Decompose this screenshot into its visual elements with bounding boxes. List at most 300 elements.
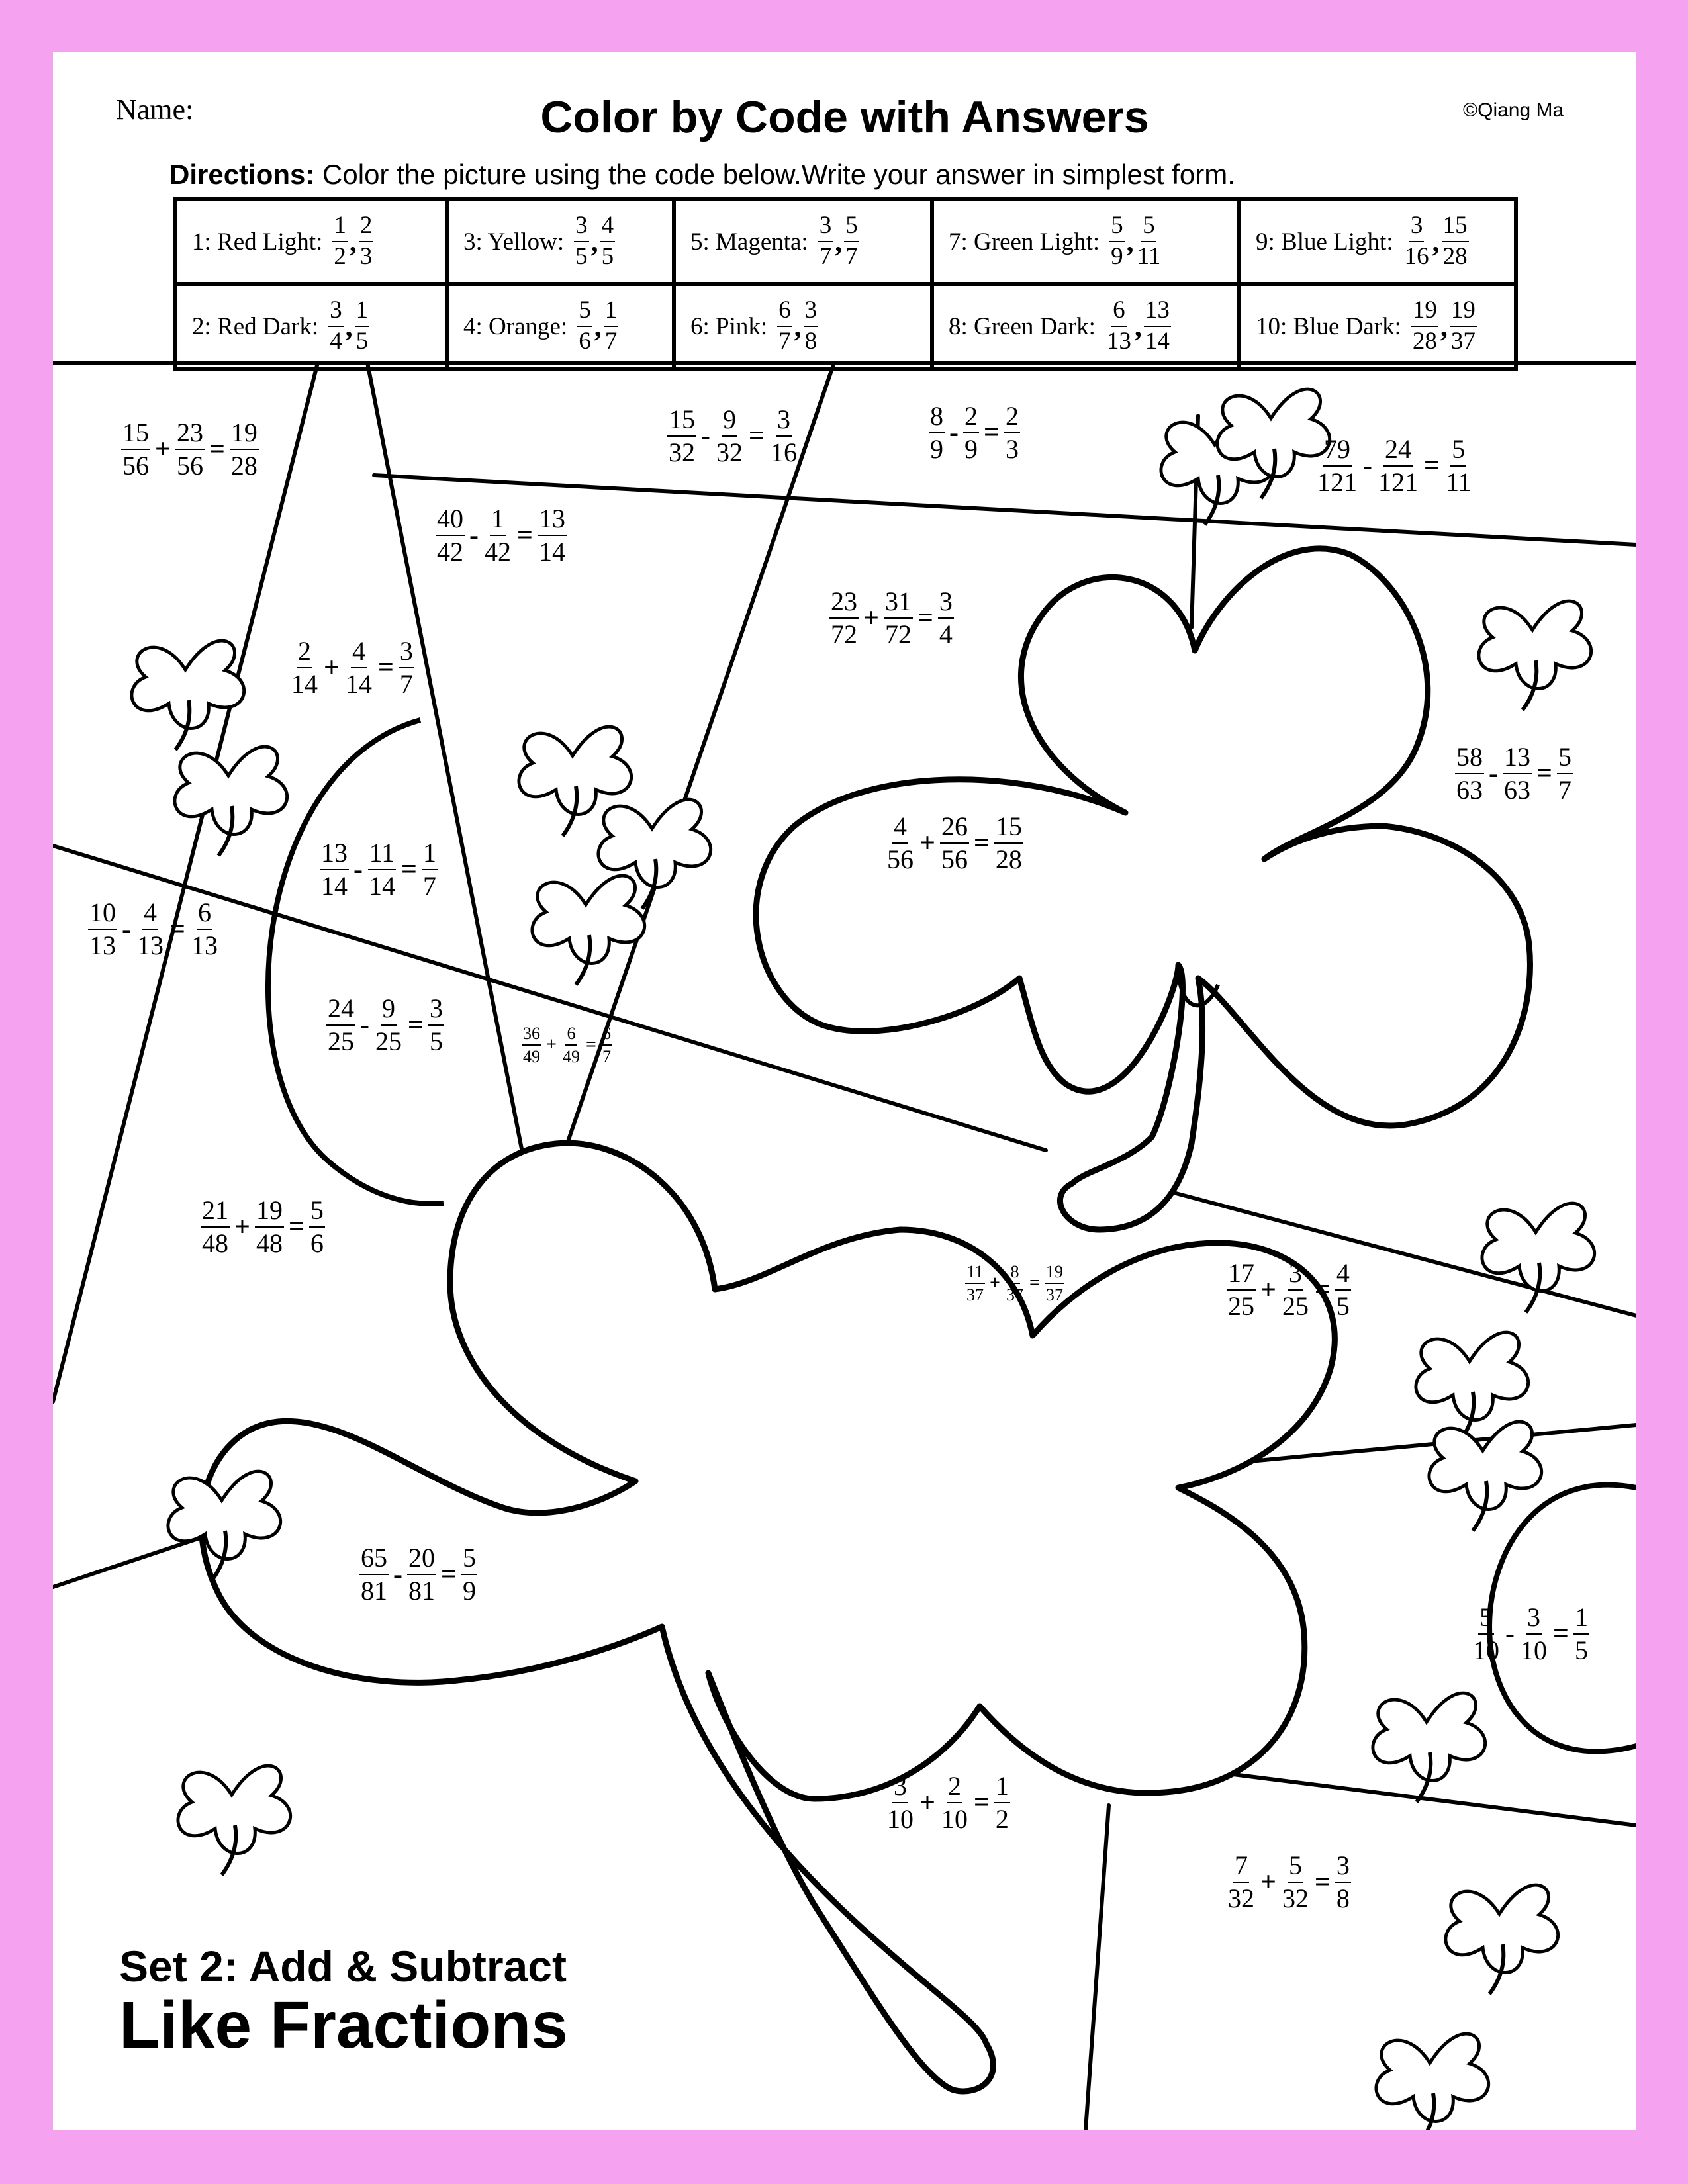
fraction-first (886, 1772, 915, 1833)
numerator: 17 (1227, 1259, 1256, 1291)
denominator: 63 (1504, 775, 1530, 805)
color-code-cell (1239, 199, 1516, 284)
numerator: 4 (600, 213, 616, 242)
numerator: 5 (1141, 213, 1156, 242)
numerator: 1 (1573, 1604, 1589, 1635)
denominator: 32 (669, 437, 695, 467)
comma-separator: , (349, 225, 357, 258)
equals-sign: = (585, 1034, 596, 1056)
numerator: 5 (577, 298, 592, 327)
denominator: 25 (328, 1026, 354, 1056)
numerator: 3 (818, 213, 833, 242)
operator: + (155, 434, 171, 465)
fraction-equation (665, 406, 800, 467)
fraction-second (1281, 1259, 1310, 1320)
fraction-result (538, 505, 567, 566)
denominator: 14 (369, 871, 395, 901)
fraction-first (886, 813, 915, 874)
numerator: 3 (399, 637, 414, 668)
fraction-equation (1470, 1604, 1591, 1664)
numerator: 4 (142, 899, 158, 930)
denominator: 5 (355, 328, 369, 355)
fraction-result (428, 995, 444, 1056)
fraction-equation (963, 1263, 1066, 1304)
worksheet-page (53, 52, 1636, 2130)
denominator: 32 (1228, 1884, 1254, 1913)
numerator: 1 (422, 839, 438, 870)
operator: - (1505, 1619, 1515, 1649)
numerator: 2 (963, 402, 979, 433)
page-title: Color by Code with Answers (540, 92, 1149, 142)
color-label: 4: Orange: (463, 312, 568, 340)
comma-separator: , (794, 310, 802, 343)
comma-separator: , (345, 310, 353, 343)
numerator: 4 (1335, 1259, 1351, 1291)
equals-sign: = (408, 1010, 424, 1040)
numerator: 4 (892, 813, 908, 844)
numerator: 21 (201, 1197, 230, 1228)
color-label: 8: Green Dark: (949, 312, 1096, 340)
fraction-first (121, 419, 150, 480)
fraction-second (940, 1772, 969, 1833)
denominator: 7 (845, 243, 858, 270)
color-code-cell (932, 199, 1239, 284)
numerator: 19 (1450, 298, 1477, 327)
numerator: 5 (1478, 1604, 1494, 1635)
fraction-equation (318, 839, 440, 900)
fraction-first (436, 505, 465, 566)
color-label: 1: Red Light: (192, 228, 323, 255)
denominator: 5 (1336, 1291, 1350, 1321)
code-row (175, 284, 1516, 369)
denominator: 11 (1445, 467, 1472, 497)
numerator: 5 (1450, 435, 1466, 467)
color-code-cell (932, 284, 1239, 369)
numerator: 24 (1383, 435, 1413, 467)
fraction-result (1045, 1263, 1064, 1304)
denominator: 42 (437, 537, 463, 567)
denominator: 7 (778, 328, 791, 355)
fraction-equation (520, 1024, 614, 1066)
fraction-first (1316, 435, 1358, 496)
numerator: 6 (565, 1024, 577, 1046)
denominator: 5 (1574, 1635, 1588, 1665)
operator: - (1363, 451, 1372, 481)
fraction-equation (199, 1197, 327, 1257)
denominator: 3 (1005, 434, 1019, 464)
numerator: 9 (381, 995, 397, 1026)
equals-sign: = (973, 828, 990, 858)
fraction-second (963, 402, 979, 463)
operator: - (122, 914, 131, 944)
comma-separator: , (1432, 225, 1440, 258)
denominator: 42 (485, 537, 511, 567)
denominator: 2 (995, 1804, 1009, 1834)
fraction-result (938, 588, 954, 649)
fraction-second (561, 1024, 581, 1066)
denominator: 121 (1317, 467, 1357, 497)
operator: + (990, 1273, 1000, 1294)
numerator: 7 (1233, 1852, 1249, 1883)
color-code-cell (447, 284, 674, 369)
code-fraction-a (577, 298, 592, 355)
denominator: 32 (1282, 1884, 1309, 1913)
numerator: 3 (1288, 1259, 1303, 1291)
denominator: 56 (122, 451, 149, 480)
fraction-second (374, 995, 403, 1056)
code-fraction-a (1411, 298, 1438, 355)
color-code-cell (447, 199, 674, 284)
fraction-second (715, 406, 744, 467)
fraction-second (407, 1544, 436, 1605)
fraction-first (320, 839, 349, 900)
numerator: 23 (175, 419, 205, 450)
denominator: 8 (804, 328, 818, 355)
fraction-result (1444, 435, 1473, 496)
fraction-second (344, 637, 373, 698)
fraction-result (422, 839, 438, 900)
code-row (175, 199, 1516, 284)
denominator: 37 (1006, 1285, 1023, 1305)
numerator: 2 (297, 637, 312, 668)
fraction-first (1472, 1604, 1501, 1664)
fraction-result (601, 1024, 612, 1066)
denominator: 25 (1228, 1291, 1254, 1321)
fraction-equation (927, 402, 1022, 463)
operator: + (1260, 1275, 1276, 1305)
fraction-result (994, 1772, 1010, 1833)
numerator: 3 (892, 1772, 908, 1803)
denominator: 2 (334, 243, 346, 270)
color-label: 6: Pink: (690, 312, 768, 340)
fraction-result (1557, 743, 1573, 804)
code-fraction-b (1442, 213, 1469, 270)
numerator: 1 (604, 298, 619, 327)
operator: + (234, 1212, 250, 1242)
code-fraction-a (777, 298, 792, 355)
denominator: 121 (1378, 467, 1418, 497)
denominator: 9 (1111, 243, 1123, 270)
denominator: 7 (399, 669, 413, 699)
code-fraction-b (1450, 298, 1477, 355)
fraction-first (88, 899, 117, 960)
color-code-cell (1239, 284, 1516, 369)
denominator: 49 (523, 1047, 540, 1067)
denominator: 48 (202, 1228, 228, 1258)
operator: - (360, 1010, 369, 1040)
fraction-equation (1314, 435, 1474, 496)
denominator: 13 (89, 931, 116, 960)
denominator: 9 (964, 434, 978, 464)
fraction-second (367, 839, 397, 900)
numerator: 5 (1288, 1852, 1303, 1883)
equals-sign: = (917, 603, 933, 633)
equals-sign: = (1553, 1619, 1569, 1649)
denominator: 14 (291, 669, 318, 699)
numerator: 3 (1526, 1604, 1542, 1635)
numerator: 3 (328, 298, 344, 327)
fraction-equation (1225, 1259, 1353, 1320)
numerator: 1 (490, 505, 506, 536)
denominator: 72 (884, 619, 912, 649)
denominator: 7 (1558, 775, 1571, 805)
denominator: 37 (1450, 328, 1476, 355)
fraction-equation (884, 1772, 1012, 1833)
numerator: 19 (1411, 298, 1438, 327)
equals-sign: = (984, 418, 1000, 448)
numerator: 2 (359, 213, 374, 242)
denominator: 6 (579, 328, 591, 355)
denominator: 14 (321, 871, 348, 901)
fraction-equation (884, 813, 1025, 874)
comma-separator: , (1440, 310, 1448, 343)
code-fraction-a (328, 298, 344, 355)
fraction-equation (357, 1544, 479, 1605)
color-code-cell (175, 284, 447, 369)
code-fraction-b (804, 298, 819, 355)
fraction-result (1335, 1259, 1351, 1320)
fraction-first (965, 1263, 985, 1304)
denominator: 72 (831, 619, 857, 649)
numerator: 65 (359, 1544, 389, 1575)
numerator: 23 (829, 588, 859, 619)
fraction-first (1227, 1852, 1256, 1913)
numerator: 3 (776, 406, 792, 437)
code-fraction-b (1144, 298, 1171, 355)
operator: - (949, 418, 959, 448)
numerator: 36 (522, 1024, 541, 1046)
fraction-second (1281, 1852, 1310, 1913)
color-code-cell (674, 199, 932, 284)
operator: - (1489, 758, 1498, 789)
operator: - (469, 520, 479, 551)
denominator: 56 (176, 451, 203, 480)
denominator: 5 (429, 1026, 443, 1056)
numerator: 5 (461, 1544, 477, 1575)
operator: - (393, 1559, 402, 1590)
numerator: 24 (326, 995, 355, 1026)
numerator: 11 (965, 1263, 984, 1284)
directions-label: Directions: (169, 159, 315, 190)
numerator: 3 (574, 213, 589, 242)
directions (169, 159, 1235, 191)
code-fraction-a (332, 213, 348, 270)
equals-sign: = (169, 914, 185, 944)
equals-sign: = (517, 520, 533, 551)
denominator: 28 (1412, 328, 1437, 355)
numerator: 13 (320, 839, 349, 870)
equals-sign: = (288, 1212, 305, 1242)
code-fraction-b (1136, 213, 1162, 270)
fraction-first (290, 637, 319, 698)
numerator: 3 (938, 588, 954, 619)
equals-sign: = (973, 1788, 990, 1818)
code-fraction-b (359, 213, 374, 270)
numerator: 19 (1045, 1263, 1064, 1284)
fraction-second (175, 419, 205, 480)
numerator: 40 (436, 505, 465, 536)
numerator: 13 (538, 505, 567, 536)
fraction-first (1455, 743, 1484, 804)
color-label: 3: Yellow: (463, 228, 565, 255)
numerator: 6 (1111, 298, 1127, 327)
numerator: 9 (722, 406, 737, 437)
numerator: 3 (1409, 213, 1425, 242)
fraction-second (483, 505, 512, 566)
color-label: 10: Blue Dark: (1256, 312, 1401, 340)
numerator: 10 (88, 899, 117, 930)
denominator: 28 (1442, 243, 1468, 270)
equals-sign: = (1536, 758, 1552, 789)
fraction-result (994, 813, 1023, 874)
numerator: 1 (994, 1772, 1010, 1803)
denominator: 28 (995, 844, 1022, 874)
operator: - (701, 421, 710, 451)
fraction-first (359, 1544, 389, 1605)
set-subtitle: Set 2: Add & Subtract (119, 1942, 567, 1991)
numerator: 1 (355, 298, 370, 327)
code-fraction-a (574, 213, 589, 270)
operator: + (546, 1034, 557, 1056)
equals-sign: = (401, 854, 417, 885)
fraction-result (399, 637, 414, 698)
numerator: 2 (1004, 402, 1020, 433)
fraction-second (884, 588, 913, 649)
color-code-table (173, 197, 1518, 371)
denominator: 5 (601, 243, 614, 270)
fraction-result (461, 1544, 477, 1605)
numerator: 2 (947, 1772, 962, 1803)
numerator: 3 (1335, 1852, 1351, 1883)
numerator: 6 (197, 899, 212, 930)
fraction-equation (288, 637, 416, 698)
fraction-equation (86, 899, 221, 960)
denominator: 9 (462, 1576, 476, 1606)
numerator: 5 (844, 213, 859, 242)
fraction-second (255, 1197, 284, 1257)
denominator: 25 (375, 1026, 402, 1056)
comma-separator: , (1126, 225, 1134, 258)
numerator: 19 (255, 1197, 284, 1228)
copyright-note: ©Qiang Ma (1463, 99, 1564, 121)
color-label: 7: Green Light: (949, 228, 1100, 255)
denominator: 10 (1521, 1635, 1547, 1665)
denominator: 7 (604, 328, 618, 355)
fraction-first (829, 588, 859, 649)
denominator: 14 (345, 669, 372, 699)
numerator: 6 (601, 1024, 612, 1046)
color-label: 5: Magenta: (690, 228, 808, 255)
numerator: 3 (428, 995, 444, 1026)
code-fraction-a (818, 213, 833, 270)
fraction-second (1519, 1604, 1548, 1664)
numerator: 6 (777, 298, 792, 327)
fraction-result (769, 406, 798, 467)
denominator: 16 (770, 437, 797, 467)
denominator: 56 (941, 844, 968, 874)
fraction-result (1004, 402, 1020, 463)
fraction-result (230, 419, 259, 480)
directions-text: Color the picture using the code below.Write your answer in simplest form. (314, 159, 1235, 190)
denominator: 10 (1473, 1635, 1499, 1665)
code-fraction-a (1109, 213, 1125, 270)
fraction-first (1227, 1259, 1256, 1320)
numerator: 15 (667, 406, 696, 437)
numerator: 3 (804, 298, 819, 327)
denominator: 56 (887, 844, 914, 874)
operator: + (1260, 1867, 1276, 1897)
numerator: 15 (1442, 213, 1469, 242)
comma-separator: , (594, 310, 602, 343)
fraction-first (929, 402, 945, 463)
numerator: 5 (1109, 213, 1125, 242)
numerator: 20 (407, 1544, 436, 1575)
fraction-result (190, 899, 219, 960)
denominator: 14 (1145, 328, 1170, 355)
fraction-second (1005, 1263, 1025, 1304)
comma-separator: , (1134, 310, 1142, 343)
denominator: 37 (966, 1285, 984, 1305)
equals-sign: = (209, 434, 225, 465)
denominator: 7 (819, 243, 832, 270)
denominator: 13 (1106, 328, 1131, 355)
code-fraction-b (844, 213, 859, 270)
denominator: 48 (256, 1228, 283, 1258)
numerator: 13 (1503, 743, 1532, 774)
denominator: 37 (1045, 1285, 1063, 1305)
fraction-result (1335, 1852, 1351, 1913)
code-fraction-a (1403, 213, 1430, 270)
numerator: 19 (230, 419, 259, 450)
equals-sign: = (1424, 451, 1440, 481)
color-label: 9: Blue Light: (1256, 228, 1393, 255)
numerator: 13 (1144, 298, 1171, 327)
numerator: 11 (368, 839, 397, 870)
fraction-result (309, 1197, 325, 1257)
denominator: 11 (1137, 243, 1161, 270)
code-fraction-b (604, 298, 619, 355)
code-fraction-b (600, 213, 616, 270)
denominator: 81 (408, 1576, 435, 1606)
operator: - (353, 854, 363, 885)
numerator: 15 (994, 813, 1023, 844)
denominator: 63 (1456, 775, 1483, 805)
fraction-equation (827, 588, 956, 649)
denominator: 9 (930, 434, 943, 464)
denominator: 28 (230, 451, 258, 480)
denominator: 81 (361, 1576, 387, 1606)
operator: + (324, 653, 340, 683)
denominator: 16 (1404, 243, 1429, 270)
topic-title: Like Fractions (119, 1988, 568, 2062)
operator: + (919, 1788, 935, 1818)
fraction-equation (1453, 743, 1575, 804)
fraction-second (940, 813, 969, 874)
operator: + (863, 603, 879, 633)
equals-sign: = (1314, 1275, 1331, 1305)
equals-sign: = (1029, 1273, 1040, 1294)
equals-sign: = (377, 653, 394, 683)
comma-separator: , (835, 225, 843, 258)
equals-sign: = (441, 1559, 457, 1590)
denominator: 4 (939, 619, 953, 649)
fraction-equation (324, 995, 446, 1056)
fraction-second (1377, 435, 1419, 496)
fraction-result (1573, 1604, 1589, 1664)
denominator: 49 (562, 1047, 580, 1067)
denominator: 3 (359, 243, 373, 270)
numerator: 1 (332, 213, 348, 242)
